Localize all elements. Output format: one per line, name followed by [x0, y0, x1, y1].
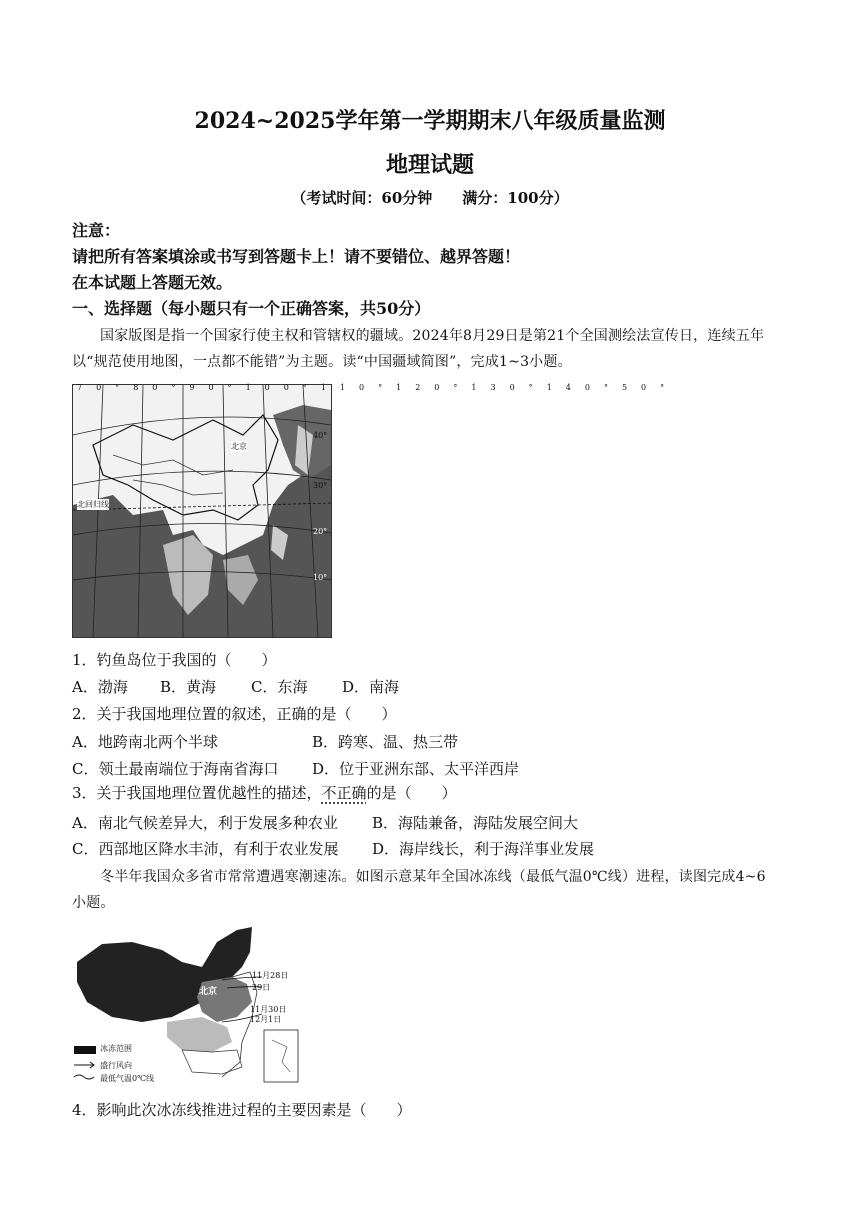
notice-line-2: 在本试题上答题无效。	[72, 273, 233, 292]
section2-intro-line-2: 小题。	[72, 895, 115, 911]
q3-option-b: B．海陆兼备，海陆发展空间大	[372, 814, 579, 832]
lat-label-20: 20°	[313, 527, 328, 536]
date-label-121: 12月1日	[250, 1015, 282, 1024]
lat-label-10: 10°	[313, 573, 328, 582]
longitude-labels: 70°80°90°100°110°120°130°140°50°	[77, 383, 679, 392]
section-intro-line-1: 国家版图是指一个国家行使主权和管辖权的疆域。2024年8月29日是第21个全国测绘法宣传日，连续五年	[100, 328, 765, 344]
exam-info: （考试时间：60分钟 满分：100分）	[291, 189, 569, 207]
emphasis-not-correct: 不正确	[321, 784, 367, 802]
china-territory-map	[72, 383, 679, 638]
q3-option-d: D．海岸线长，利于海洋事业发展	[372, 840, 595, 858]
exam-title: 2024~2025学年第一学期期末八年级质量监测	[194, 108, 666, 134]
question-2-stem: 2．关于我国地理位置的叙述，正确的是（ ）	[72, 705, 397, 723]
china-map-graphic	[73, 385, 331, 637]
date-label-1130: 11月30日	[250, 1005, 287, 1014]
subject-title: 地理试题	[385, 152, 474, 178]
question-4-stem: 4．影响此次冰冻线推进过程的主要因素是（ ）	[72, 1101, 412, 1119]
beijing-label: 北京	[231, 442, 247, 451]
tropic-label: 北回归线	[77, 500, 109, 509]
legend-prevailing-wind: 盛行风向	[100, 1061, 132, 1070]
map2-beijing-label: 北京	[199, 987, 218, 997]
notice-heading: 注意：	[72, 221, 121, 240]
q2-option-b: B．跨寒、温、热三带	[312, 733, 459, 751]
q1-option-a: A．渤海	[72, 678, 128, 696]
question-1-stem: 1．钓鱼岛位于我国的（ ）	[72, 651, 277, 669]
lat-label-40: 40°	[313, 431, 328, 440]
legend-zero-line: 最低气温0℃线	[100, 1074, 155, 1083]
freeze-line-map	[72, 922, 304, 1086]
section-intro-line-2: 以“规范使用地图，一点都不能错”为主题。读“中国疆域简图”，完成1~3小题。	[72, 354, 572, 370]
q1-option-b: B．黄海	[160, 678, 217, 696]
section-heading: 一、选择题（每小题只有一个正确答案，共50分）	[72, 299, 431, 318]
q3-option-c: C．西部地区降水丰沛，有利于农业发展	[72, 840, 339, 858]
lat-label-30: 30°	[313, 481, 328, 490]
legend-freeze-range: 冰冻范围	[100, 1044, 132, 1053]
notice-line-1: 请把所有答案填涂或书写到答题卡上！请不要错位、越界答题！	[72, 247, 521, 266]
q1-option-c: C．东海	[251, 678, 308, 696]
date-label-1128: 11月28日	[252, 971, 289, 980]
q2-option-d: D．位于亚洲东部、太平洋西岸	[312, 760, 520, 778]
section2-intro-line-1: 冬半年我国众多省市常常遭遇寒潮速冻。如图示意某年全国冰冻线（最低气温0℃线）进程，读图完成4~6	[100, 869, 766, 885]
question-3-stem: 3．关于我国地理位置优越性的描述，不正确的是（ ）	[72, 784, 457, 802]
q3-option-a: A．南北气候差异大，利于发展多种农业	[72, 814, 338, 832]
q2-option-a: A．地跨南北两个半球	[72, 733, 218, 751]
date-label-29: 29日	[252, 983, 271, 992]
q1-option-d: D．南海	[342, 678, 400, 696]
q2-option-c: C．领土最南端位于海南省海口	[72, 760, 279, 778]
